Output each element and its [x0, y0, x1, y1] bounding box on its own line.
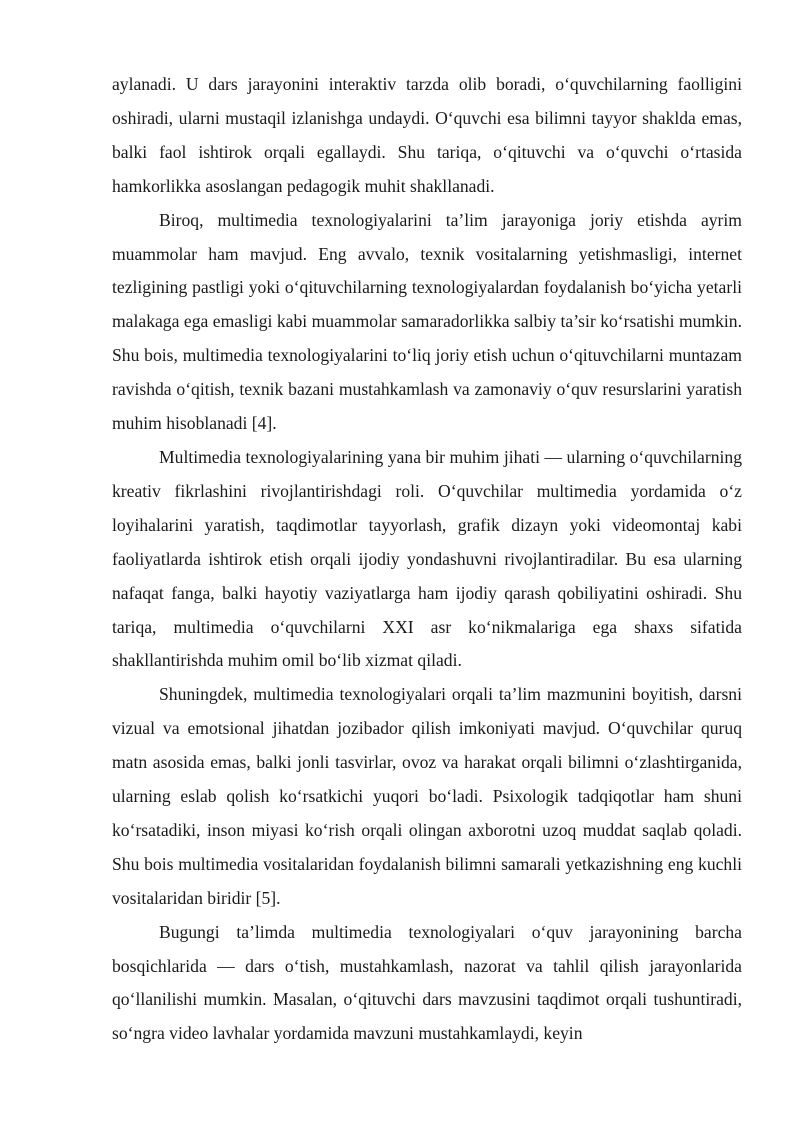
paragraph-1: aylanadi. U dars jarayonini interaktiv tarzda olib boradi, o‘quvchilarning faolligini oshiradi, ularni mustaqil izlanishga undaydi. O‘quvchi esa bilimni tayyor shaklda emas, balki faol ishtirok orqali egallaydi. Shu tariqa, o‘qituvchi va o‘quvchi o‘rtasida hamkorlikka asoslangan pedagogik muhit shakllanadi. — [112, 74, 742, 196]
paragraph-5: Bugungi ta’limda multimedia texnologiyalari o‘quv jarayonining barcha bosqichlarida — dars o‘tish, mustahkamlash, nazorat va tahlil qilish jarayonlarida qo‘llanilishi mumkin. Masalan, o‘qituvchi dars mavzusini taqdimot orqali tushuntiradi, so‘ngra video lavhalar yordamida mavzuni mustahkamlaydi, keyin — [112, 921, 742, 1044]
paragraph-4: Shuningdek, multimedia texnologiyalari orqali ta’lim mazmunini boyitish, darsni vizual va emotsional jihatdan jozibador qilish imkoniyati mavjud. O‘quvchilar quruq matn asosida emas, balki jonli tasvirlar, ovoz va harakat orqali bilimni o‘zlashtirganida, ularning eslab qolish ko‘rsatkichi yuqori bo‘ladi. Psixologik tadqiqotlar ham shuni ko‘rsatadiki, inson miyasi ko‘rish orqali olingan axborotni uzoq muddat saqlab qoladi. Shu bois multimedia vositalaridan foydalanish bilimni samarali yetkazishning eng kuchli vositalaridan biridir [5]. — [112, 684, 742, 908]
paragraph-2: Biroq, multimedia texnologiyalarini ta’lim jarayoniga joriy etishda ayrim muammolar ham mavjud. Eng avvalo, texnik vositalarning yetishmasligi, internet tezligining pastligi yoki o‘qituvchilarning texnologiyalardan foydalanish bo‘yicha yetarli malakaga ega emasligi kabi muammolar samaradorlikka salbiy ta’sir ko‘rsatishi mumkin. Shu bois, multimedia texnologiyalarini to‘liq joriy etish uchun o‘qituvchilarni muntazam ravishda o‘qitish, texnik bazani mustahkamlash va zamonaviy o‘quv resurslarini yaratish muhim hisoblanadi [4]. — [112, 209, 742, 434]
document-body — [112, 68, 742, 1051]
paragraph-3: Multimedia texnologiyalarining yana bir muhim jihati — ularning o‘quvchilarning kreativ fikrlashini rivojlantirishdagi roli. O‘quvchilar multimedia yordamida o‘z loyihalarini yaratish, taqdimotlar tayyorlash, grafik dizayn yoki videomontaj kabi faoliyatlarda ishtirok etish orqali ijodiy yondashuvni rivojlantiradilar. Bu esa ularning nafaqat fanga, balki hayotiy vaziyatlarga ham ijodiy qarash qobiliyatini oshiradi. Shu tariqa, multimedia o‘quvchilarni XXI asr ko‘nikmalariga ega shaxs sifatida shakllantirishda muhim omil bo‘lib xizmat qiladi. — [112, 446, 742, 671]
